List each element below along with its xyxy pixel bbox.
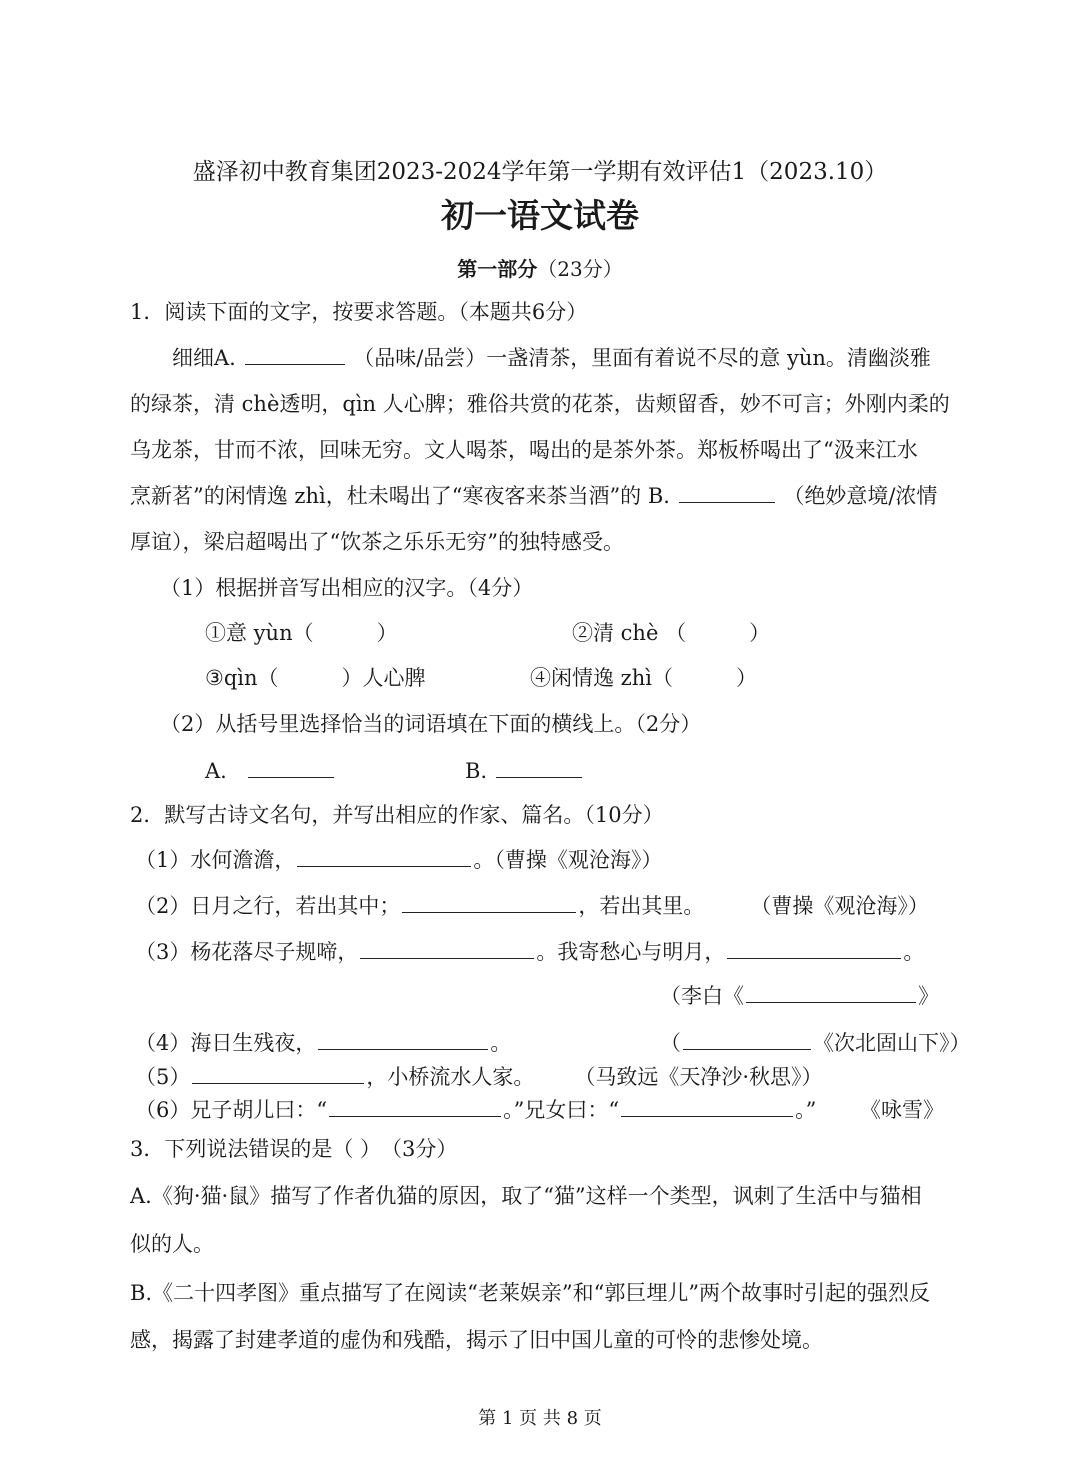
q2-line-4-source: [660, 1029, 971, 1057]
q3-option-b-line-1: B.《二十四孝图》重点描写了在阅读“老莱娱亲”和“郭巨埋儿”两个故事时引起的强烈反: [130, 1281, 931, 1305]
q2-source: （: [660, 1031, 681, 1055]
q2-source: （李白《: [660, 984, 744, 1008]
page-title: 初一语文试卷: [441, 196, 639, 235]
q2-source: （曹操《观沧海》）: [750, 894, 929, 918]
q1-passage-line-1: [172, 344, 931, 372]
answer-b-label: B.: [465, 759, 488, 783]
answer-a-blank[interactable]: [248, 776, 334, 778]
blank-b[interactable]: [679, 501, 775, 503]
fill-blank[interactable]: [192, 1082, 364, 1084]
q1-passage-text: （品味/品尝）一盏清茶，里面有着说不尽的意 yùn。清幽淡雅: [353, 346, 931, 370]
q1-item-2: ②清 chè （ ）: [572, 621, 771, 645]
fill-blank[interactable]: [329, 1115, 501, 1117]
fill-blank[interactable]: [621, 1115, 793, 1117]
q1-item-4: ④闲情逸 zhì（ ）: [530, 666, 757, 690]
fill-blank[interactable]: [360, 957, 534, 959]
q1-passage-line-5: 厚谊），梁启超喝出了“饮茶之乐乐无穷”的独特感受。: [130, 530, 624, 554]
q1-passage-line-4: [130, 482, 937, 510]
q2-text: （6）兄子胡儿曰：“: [135, 1098, 328, 1122]
q2-text: （2）日月之行，若出其中；: [135, 894, 401, 918]
q2-text: （5）: [135, 1065, 191, 1089]
q3-option-b-line-2: 感，揭露了封建孝道的虚伪和残酷，揭示了旧中国儿童的可怜的悲惨处境。: [130, 1328, 823, 1352]
q1-sub-question-2: （2）从括号里选择恰当的词语填在下面的横线上。（2分）: [160, 712, 702, 736]
q2-text: 。”: [795, 1098, 817, 1122]
fill-blank[interactable]: [746, 1001, 916, 1003]
q2-line-5: [135, 1063, 823, 1091]
q1-item-1: ①意 yùn（ ）: [205, 621, 398, 645]
fill-blank[interactable]: [683, 1048, 811, 1050]
answer-b-blank[interactable]: [496, 776, 582, 778]
q2-text: ，若出其里。: [578, 894, 705, 918]
q1-passage-a-label: 细细A.: [172, 346, 236, 370]
q3-option-a-line-1: A.《狗·猫·鼠》描写了作者仇猫的原因，取了“猫”这样一个类型，讽刺了生活中与猫相: [130, 1184, 922, 1208]
q2-stem: 2．默写古诗文名句，并写出相应的作家、篇名。（10分）: [130, 803, 664, 827]
q1-passage-text: 烹新茗”的闲情逸 zhì，杜未喝出了“寒夜客来茶当酒”的 B.: [130, 484, 670, 508]
q3-option-a-line-2: 似的人。: [130, 1232, 214, 1256]
q1-passage-line-3: 乌龙茶，甘而不浓，回味无穷。文人喝茶，喝出的是茶外茶。郑板桥喝出了“汲来江水: [130, 438, 918, 462]
q2-line-1: [135, 846, 662, 874]
q1-answer-b: [465, 757, 584, 785]
q2-source: 《次北固山下》）: [813, 1031, 971, 1055]
q2-line-2: [135, 892, 929, 920]
q2-text: ，小桥流水人家。: [366, 1065, 535, 1089]
q2-text: 。: [903, 940, 925, 964]
q1-sub-question-1: （1）根据拼音写出相应的汉字。（4分）: [160, 576, 534, 600]
q1-passage-line-2: 的绿茶，清 chè透明，qìn 人心脾；雅俗共赏的花茶，齿颊留香，妙不可言；外刚内柔的: [130, 392, 950, 416]
q2-line-3: [135, 938, 924, 966]
q2-text: 。我寄愁心与明月，: [536, 940, 726, 964]
q1-stem: 1．阅读下面的文字，按要求答题。（本题共6分）: [130, 300, 588, 324]
exam-header: 盛泽初中教育集团2023-2024学年第一学期有效评估1（2023.10）: [192, 159, 888, 185]
q2-line-4: [135, 1029, 511, 1057]
q2-text: 。”兄女曰：“: [503, 1098, 620, 1122]
q2-line-3-source: [660, 982, 939, 1010]
q2-text: 。（曹操《观沧海》）: [473, 848, 663, 872]
q1-item-3: ③qìn（ ）人心脾: [205, 666, 426, 690]
q2-line-6: [135, 1096, 816, 1124]
page-number: 第 1 页 共 8 页: [478, 1408, 602, 1429]
section-score: （23分）: [537, 257, 623, 281]
blank-a[interactable]: [245, 363, 345, 365]
answer-a-label: A.: [205, 759, 227, 783]
q2-source: 》: [918, 984, 939, 1008]
q2-text: （3）杨花落尽子规啼，: [135, 940, 359, 964]
q2-line-6-source: 《咏雪》: [860, 1098, 944, 1122]
fill-blank[interactable]: [318, 1048, 488, 1050]
section-heading: [0, 255, 1080, 283]
q2-text: 。: [490, 1031, 512, 1055]
q3-stem: 3．下列说法错误的是（ ） （3分）: [130, 1137, 458, 1161]
section-name: 第一部分: [457, 257, 538, 281]
fill-blank[interactable]: [727, 957, 901, 959]
q2-text: （4）海日生残夜，: [135, 1031, 317, 1055]
fill-blank[interactable]: [402, 911, 576, 913]
q1-passage-text: （绝妙意境/浓情: [783, 484, 938, 508]
q2-text: （1）水何澹澹，: [135, 848, 296, 872]
fill-blank[interactable]: [297, 865, 471, 867]
q1-answer-a: [205, 757, 336, 785]
q2-source: （马致远《天净沙·秋思》）: [574, 1065, 823, 1089]
